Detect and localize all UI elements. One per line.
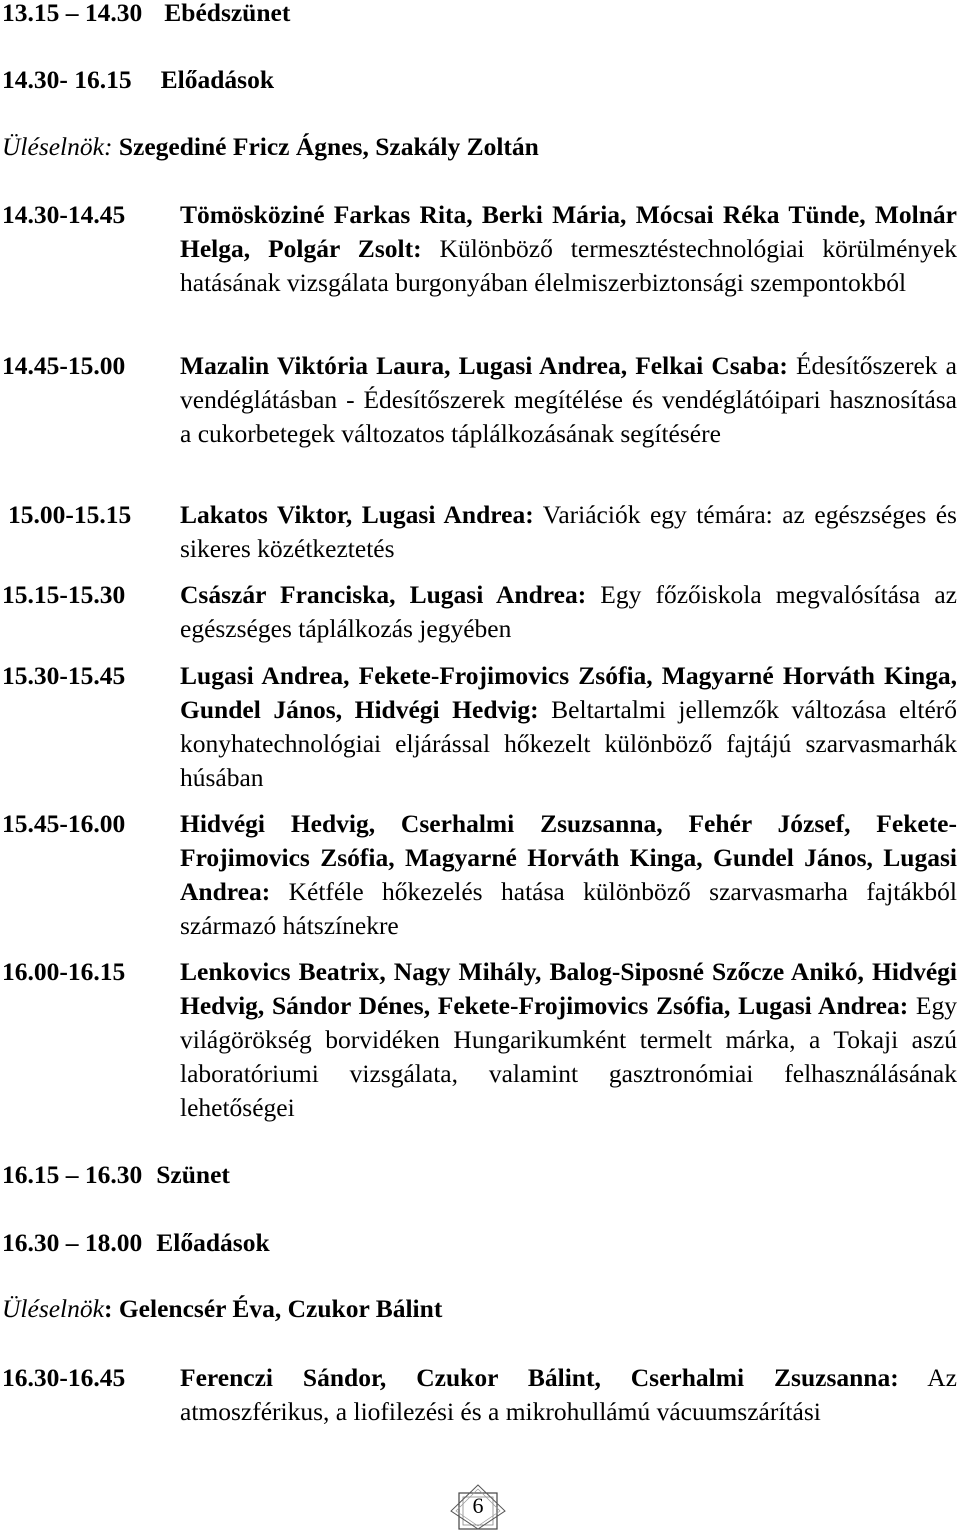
session-time: 14.30- 16.15	[2, 65, 132, 94]
entry-authors: Ferenczi Sándor, Czukor Bálint, Cserhalmi Zsuzsanna:	[180, 1363, 899, 1392]
entry-time: 14.45-15.00	[2, 351, 126, 380]
session-chairs-line	[2, 1292, 442, 1326]
break-label: Szünet	[156, 1160, 230, 1189]
entry-title: Beltartalmi jellemzők változása eltérő konyhatechnológiai eljárással hőkezelt különböző fajtájú szarvasmarhák húsában	[180, 695, 958, 792]
entry-title: Egy főzőiskola megvalósítása az egészséges táplálkozás jegyében	[180, 580, 957, 643]
chairs-label: Üléselnök	[2, 1294, 104, 1323]
session-label: Előadások	[160, 65, 275, 94]
break-label: Ebédszünet	[164, 0, 291, 27]
entry-time: 15.00-15.15	[8, 500, 132, 529]
session-time: 16.30 – 18.00	[2, 1228, 143, 1257]
program-entry	[2, 578, 957, 646]
break-line	[2, 1158, 230, 1192]
program-entry	[2, 1361, 957, 1429]
chairs-names: Szegediné Fricz Ágnes, Szakály Zoltán	[112, 132, 539, 161]
program-entry	[2, 807, 957, 943]
entry-title: Édesítőszerek a vendéglátásban - Édesítőszerek megítélése és vendéglátóipari hasznosítása a cukorbetegek változatos táplálkozásának segítésére	[180, 351, 957, 448]
page-number-ornament	[445, 1484, 511, 1530]
entry-content	[180, 198, 957, 300]
entry-time: 15.30-15.45	[2, 661, 126, 690]
entry-authors: Mazalin Viktória Laura, Lugasi Andrea, Felkai Csaba:	[180, 351, 788, 380]
break-time: 13.15 – 14.30	[2, 0, 143, 27]
session-chairs-line	[2, 130, 539, 164]
entry-content	[180, 1361, 957, 1429]
chairs-label: Üléselnök:	[2, 132, 113, 161]
entry-authors: Lugasi Andrea, Fekete-Frojimovics Zsófia, Magyarné Horváth Kinga, Gundel János, Hidvégi Hedvig:	[180, 661, 957, 724]
entry-content	[180, 955, 957, 1125]
entry-authors: Tömösköziné Farkas Rita, Berki Mária, Mócsai Réka Tünde, Molnár Helga, Polgár Zsolt:	[180, 200, 957, 263]
session-header-line	[2, 1226, 270, 1260]
entry-authors: Császár Franciska, Lugasi Andrea:	[180, 580, 587, 609]
entry-time: 15.15-15.30	[2, 580, 126, 609]
entry-content	[180, 659, 957, 795]
entry-title: Kétféle hőkezelés hatása különböző szarvasmarha fajtákból származó hátszínekre	[180, 877, 957, 940]
entry-time: 16.00-16.15	[2, 957, 126, 986]
page-number: 6	[472, 1493, 484, 1518]
program-entry	[2, 659, 957, 795]
entry-authors: Lenkovics Beatrix, Nagy Mihály, Balog-Siposné Szőcze Anikó, Hidvégi Hedvig, Sándor Dénes, Fekete-Frojimovics Zsófia, Lugasi Andrea:	[180, 957, 957, 1020]
program-entry	[2, 498, 957, 566]
entry-content	[180, 349, 957, 451]
entry-content	[180, 578, 957, 646]
chairs-names: : Gelencsér Éva, Czukor Bálint	[103, 1294, 443, 1323]
entry-title: Variációk egy témára: az egészséges és sikeres közétkeztetés	[180, 500, 957, 563]
entry-time: 14.30-14.45	[2, 200, 126, 229]
entry-time: 15.45-16.00	[2, 809, 126, 838]
entry-content	[180, 807, 957, 943]
session-header-line	[2, 63, 274, 97]
entry-time: 16.30-16.45	[2, 1363, 126, 1392]
entry-title: Különböző termesztéstechnológiai körülmények hatásának vizsgálata burgonyában élelmiszerbiztonsági szempontokból	[180, 234, 957, 297]
entry-authors: Lakatos Viktor, Lugasi Andrea:	[180, 500, 534, 529]
program-entry	[2, 955, 957, 1125]
lunch-break-line	[2, 0, 290, 30]
entry-content	[180, 498, 957, 566]
session-label: Előadások	[156, 1228, 270, 1257]
program-entry	[2, 349, 957, 451]
break-time: 16.15 – 16.30	[2, 1160, 143, 1189]
entry-title: Az atmoszférikus, a liofilezési és a mikrohullámú vácuumszárítási	[180, 1363, 957, 1426]
entry-authors: Hidvégi Hedvig, Cserhalmi Zsuzsanna, Fehér József, Fekete-Frojimovics Zsófia, Magyarné Horváth Kinga, Gundel János, Lugasi Andrea:	[180, 809, 957, 906]
entry-title: Egy világörökség borvidéken Hungarikumként termelt márka, a Tokaji aszú laboratóriumi vizsgálata, valamint gasztronómiai felhasználásának lehetőségei	[180, 991, 958, 1122]
program-entry	[2, 198, 957, 300]
